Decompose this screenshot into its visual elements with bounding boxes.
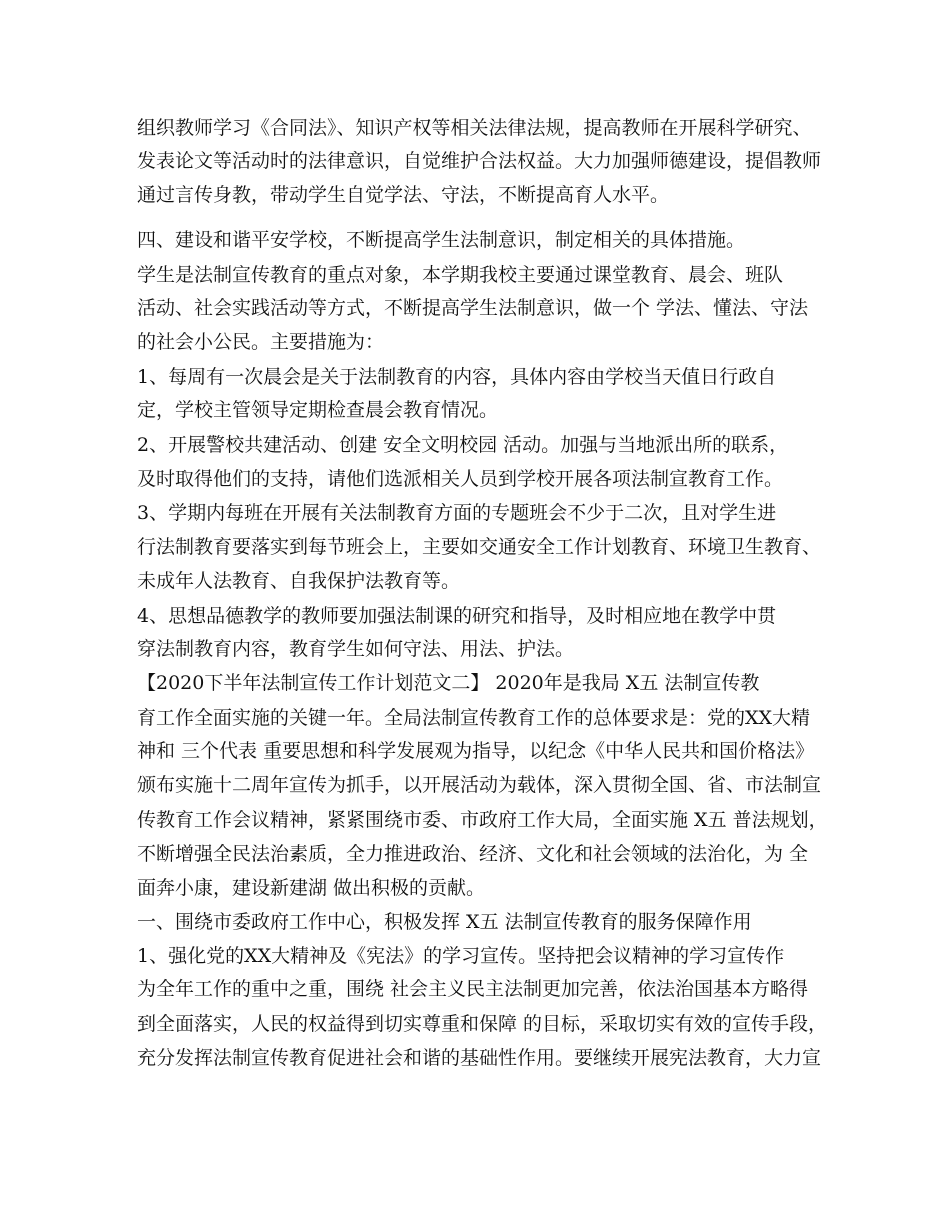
text-line: 穿法制教育内容，教育学生如何守法、用法、护法。 [137,638,575,660]
text-line: 的社会小公民。主要措施为： [137,331,385,353]
text-line: 充分发挥法制宣传教育促进社会和谐的基础性作用。要继续开展宪法教育，大力宣 [137,1047,822,1069]
text-line: 面奔小康，建设新建湖 做出积极的贡献。 [137,877,486,899]
text-line: 【2020下半年法制宣传工作计划范文二】 2020年是我局 X五 法制宣传教 [137,672,760,694]
text-line: 3、学期内每班在开展有关法制教育方面的专题班会不少于二次，且对学生进 [137,502,777,524]
text-line: 2、开展警校共建活动、创建 安全文明校园 活动。加强与当地派出所的联系， [137,434,789,456]
text-line: 组织教师学习《合同法》、知识产权等相关法律法规，提高教师在开展科学研究、 [137,117,812,139]
text-line: 一、围绕市委政府工作中心，积极发挥 X五 法制宣传教育的服务保障作用 [137,911,752,933]
text-line: 为全年工作的重中之重，围绕 社会主义民主法制更加完善，依法治国基本方略得 [137,978,809,1000]
text-line: 传教育工作会议精神，紧紧围绕市委、市政府工作大局，全面实施 X五 普法规划， [137,809,828,831]
text-line: 神和 三个代表 重要思想和科学发展观为指导，以纪念《中华人民共和国价格法》 [137,740,815,762]
text-line: 颁布实施十二周年宣传为抓手，以开展活动为载体，深入贯彻全国、省、市法制宣 [137,774,822,796]
text-line: 1、强化党的XX大精神及《宪法》的学习宣传。坚持把会议精神的学习宣传作 [137,945,785,967]
text-line: 及时取得他们的支持，请他们选派相关人员到学校开展各项法制宣教育工作。 [137,468,784,490]
text-line: 发表论文等活动时的法律意识，自觉维护合法权益。大力加强师德建设，提倡教师 [137,150,822,172]
text-line: 通过言传身教，带动学生自觉学法、守法，不断提高育人水平。 [137,184,670,206]
text-line: 定，学校主管领导定期检查晨会教育情况。 [137,399,499,421]
text-line: 行法制教育要落实到每节班会上，主要如交通安全工作计划教育、环境卫生教育、 [137,536,822,558]
text-line: 活动、社会实践活动等方式，不断提高学生法制意识，做一个 学法、懂法、守法 [137,297,809,319]
text-line: 4、思想品德教学的教师要加强法制课的研究和指导，及时相应地在教学中贯 [137,605,777,627]
text-line: 未成年人法教育、自我保护法教育等。 [137,570,461,592]
text-line: 学生是法制宣传教育的重点对象，本学期我校主要通过课堂教育、晨会、班队 [137,264,784,286]
text-line: 1、每周有一次晨会是关于法制教育的内容，具体内容由学校当天值日行政自 [137,366,777,388]
text-line: 不断增强全民法治素质，全力推进政治、经济、文化和社会领域的法治化，为 全 [137,843,809,865]
text-line: 到全面落实，人民的权益得到切实尊重和保障 的目标，采取切实有效的宣传手段， [137,1013,828,1035]
text-line: 育工作全面实施的关键一年。全局法制宣传教育工作的总体要求是：党的XX大精 [137,707,811,729]
text-line: 四、建设和谐平安学校，不断提高学生法制意识，制定相关的具体措施。 [137,229,746,251]
